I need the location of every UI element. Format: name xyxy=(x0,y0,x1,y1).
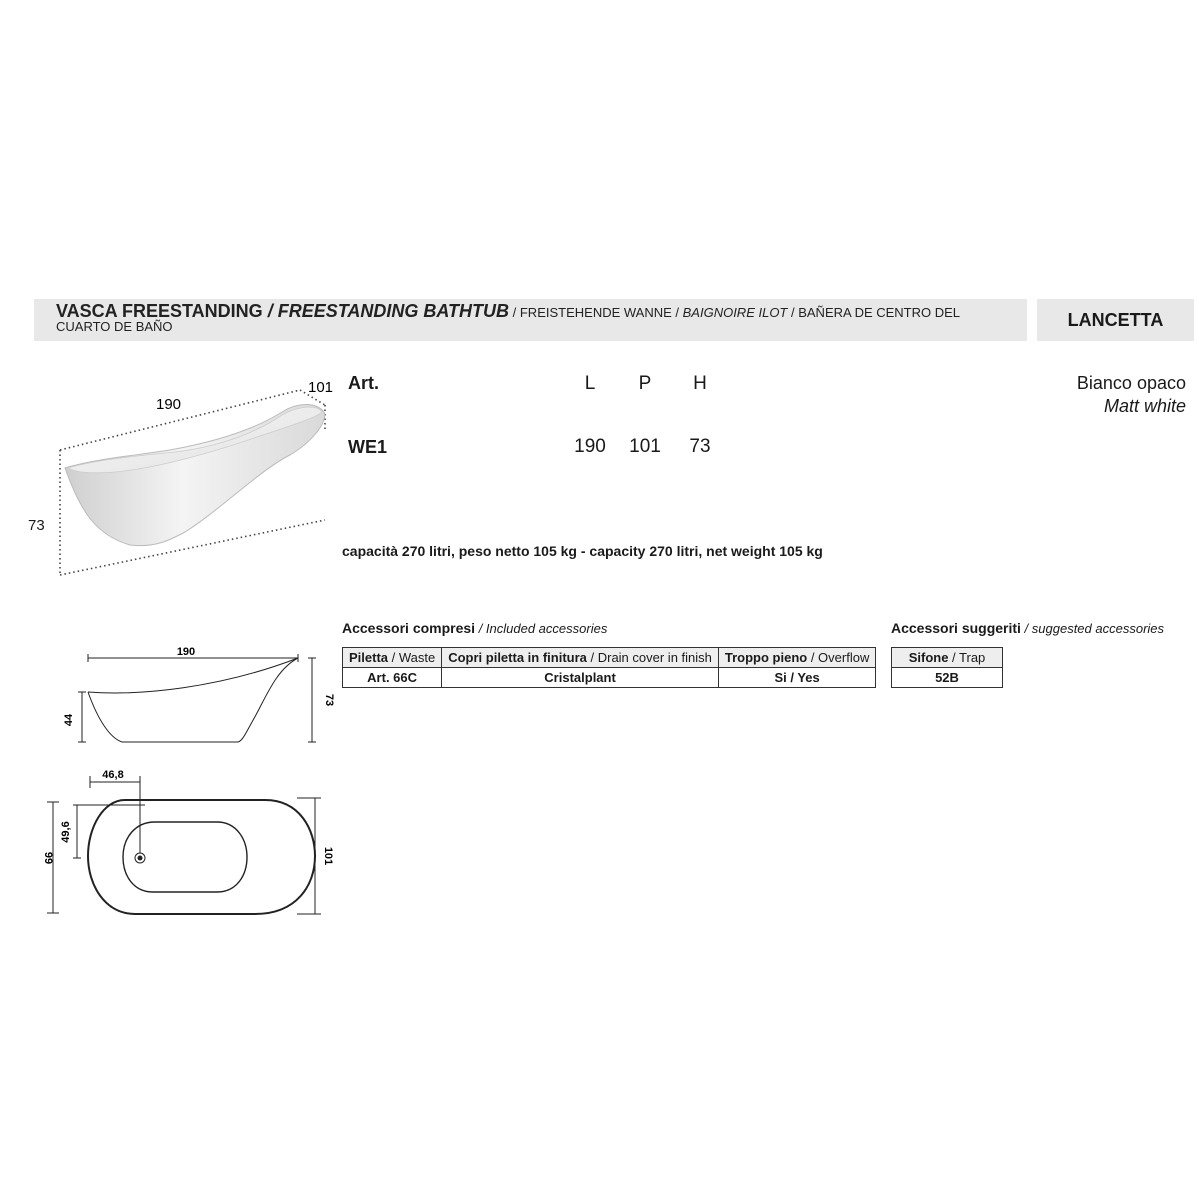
finish-italian: Bianco opaco xyxy=(1076,373,1186,393)
table-header-cell: Piletta / Waste xyxy=(343,648,442,668)
table-cell: Art. 66C xyxy=(343,668,442,688)
col-height-header: H xyxy=(693,373,707,394)
table-header-cell: Troppo pieno / Overflow xyxy=(718,648,875,668)
included-title-it: Accessori compresi xyxy=(342,620,476,636)
table-header-cell: Copri piletta in finitura / Drain cover in finish xyxy=(442,648,719,668)
capacity-weight-note: capacità 270 litri, peso netto 105 kg - capacity 270 litri, net weight 105 kg xyxy=(342,543,823,559)
suggested-title-it: Accessori suggeriti xyxy=(891,620,1021,636)
side-view-drawing xyxy=(40,640,340,750)
title-sep: / xyxy=(262,301,278,321)
table-row xyxy=(892,648,1003,668)
side-length-label: 190 xyxy=(176,646,196,658)
side-height-label: 73 xyxy=(323,693,335,707)
title-french: BAIGNOIRE ILOT xyxy=(682,305,788,320)
title-italian: VASCA FREESTANDING xyxy=(56,301,263,321)
art-label: Art. xyxy=(348,373,379,393)
bathtub-perspective-illustration xyxy=(20,360,340,590)
product-category-title xyxy=(56,301,1016,334)
title-spanish: / BAÑERA DE CENTRO DEL CUARTO DE BAÑO xyxy=(56,305,960,334)
table-cell: Cristalplant xyxy=(442,668,719,688)
table-cell: 52B xyxy=(892,668,1003,688)
col-length-header: L xyxy=(584,373,596,394)
height-value: 73 xyxy=(689,436,711,457)
included-accessories-title xyxy=(342,620,607,636)
suggested-accessories-table xyxy=(891,647,1003,688)
suggested-accessories-title xyxy=(891,620,1164,636)
length-value: 190 xyxy=(574,436,606,457)
finish-english: Matt white xyxy=(1103,396,1186,416)
depth-value: 101 xyxy=(629,436,661,457)
table-cell: Si / Yes xyxy=(718,668,875,688)
iso-depth-label: 101 xyxy=(308,379,334,396)
suggested-title-en: / suggested accessories xyxy=(1020,621,1165,636)
title-german: / FREISTEHENDE WANNE / xyxy=(509,305,683,320)
iso-height-label: 73 xyxy=(28,517,45,534)
drain-y-label: 49,6 xyxy=(60,821,72,843)
table-row xyxy=(892,668,1003,688)
col-depth-header: P xyxy=(638,373,652,394)
included-accessories-table xyxy=(342,647,876,688)
product-name: LANCETTA xyxy=(1037,299,1194,341)
iso-length-label: 190 xyxy=(156,396,182,413)
drain-x-label: 46,8 xyxy=(102,769,124,781)
top-width-label: 101 xyxy=(322,846,334,866)
table-row xyxy=(343,648,876,668)
table-header-cell: Sifone / Trap xyxy=(892,648,1003,668)
top-inner-width-label: 99 xyxy=(42,851,54,865)
top-view-drawing xyxy=(25,760,345,920)
table-row xyxy=(343,668,876,688)
included-title-en: / Included accessories xyxy=(475,621,608,636)
article-code: WE1 xyxy=(348,437,388,457)
title-english: FREESTANDING BATHTUB xyxy=(277,301,510,321)
side-inner-height-label: 44 xyxy=(63,713,75,727)
